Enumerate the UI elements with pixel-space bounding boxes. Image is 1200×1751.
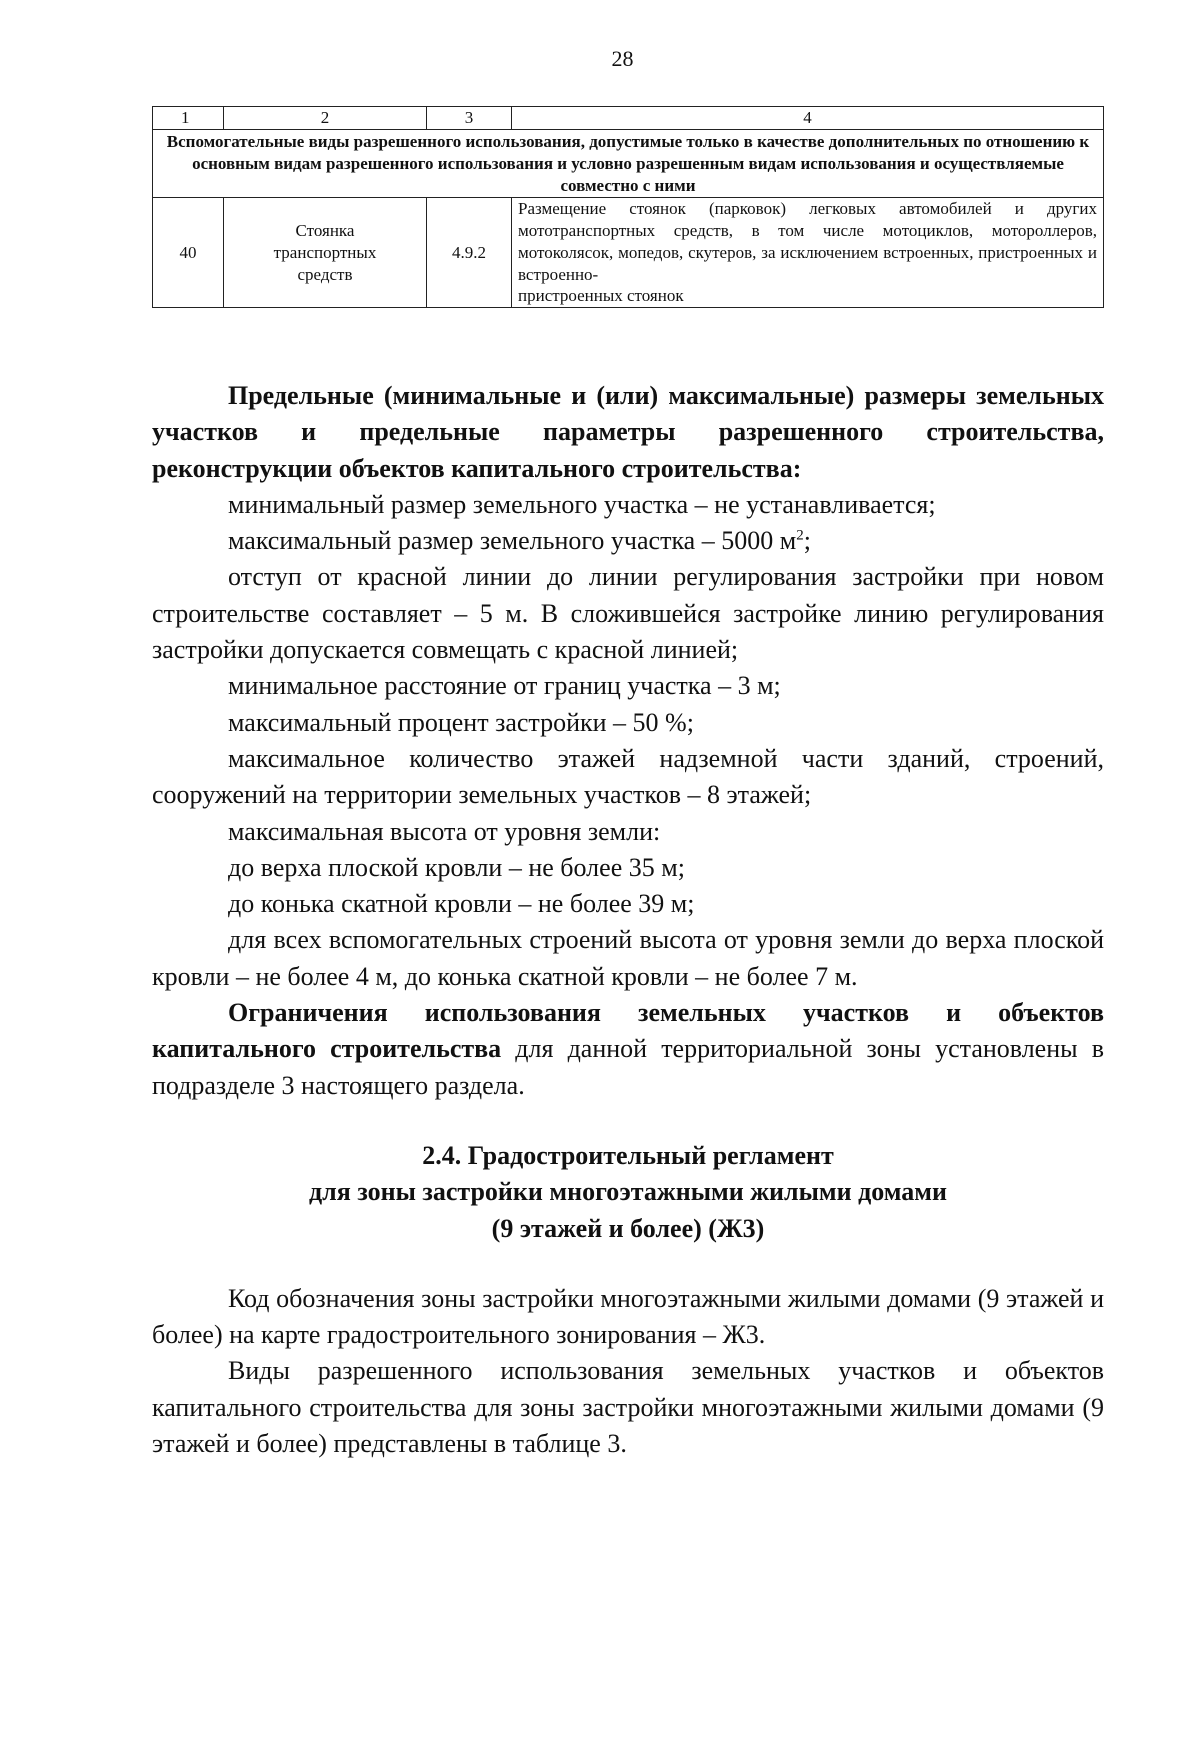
section-title <box>152 1138 1104 1247</box>
page-number: 28 <box>611 46 634 71</box>
row-number: 40 <box>153 198 224 308</box>
setback-text: отступ от красной линии до линии регулирования застройки при новом строительстве составляет – 5 м. В сложившейся застройке линию регулирования застройки допускается совмещать с красной линией; <box>152 562 1104 665</box>
column-number: 3 <box>427 107 512 130</box>
max-percent-text: максимальный процент застройки – 50 %; <box>228 707 694 737</box>
section-title-line: 2.4. Градостроительный регламент <box>422 1140 834 1170</box>
group-header-row <box>153 130 1104 198</box>
pitched-roof-text: до конька скатной кровли – не более 39 м; <box>228 889 695 919</box>
max-area-end: ; <box>803 526 811 556</box>
max-height-text: максимальная высота от уровня земли: <box>228 816 661 846</box>
zone-code-text: Код обозначения зоны застройки многоэтажными жилыми домами (9 этажей и более) на карте градостроительного зонирования – Ж3. <box>152 1283 1104 1350</box>
max-area-text <box>152 523 1104 559</box>
min-distance-text: минимальное расстояние от границ участка – 3 м; <box>228 671 781 701</box>
usage-description <box>512 198 1104 308</box>
column-number-row <box>153 107 1104 130</box>
usage-table <box>152 106 1104 308</box>
max-area-value: максимальный размер земельного участка – 5000 м <box>228 526 797 556</box>
usage-code: 4.9.2 <box>427 198 512 308</box>
restrictions-bold: Ограничения использования земельных участков и объектов капитального строительства <box>152 998 1104 1064</box>
column-number: 1 <box>153 107 224 130</box>
min-area-text: минимальный размер земельного участка – не устанавливается; <box>228 489 936 519</box>
usage-name <box>224 198 427 308</box>
max-floors-text: максимальное количество этажей надземной части зданий, строений, сооружений на территории земельных участков – 8 этажей; <box>152 743 1104 810</box>
usage-types-text: Виды разрешенного использования земельных участков и объектов капитального строительства для зоны застройки многоэтажными жилыми домами (9 этажей и более) представлены в таблице 3. <box>152 1356 1104 1459</box>
usage-name-text: Стоянка транспортных средств <box>273 221 377 284</box>
auxiliary-text: для всех вспомогательных строений высота от уровня земли до верха плоской кровли – не более 4 м, до конька скатной кровли – не более 7 м. <box>152 925 1104 991</box>
restrictions-paragraph <box>152 995 1104 1104</box>
section-title-line: (9 этажей и более) (Ж3) <box>491 1213 765 1243</box>
superscript: 2 <box>796 527 804 544</box>
usage-description-last: пристроенных стоянок <box>518 286 684 306</box>
column-number: 4 <box>512 107 1104 130</box>
flat-roof-text: до верха плоской кровли – не более 35 м; <box>228 852 685 882</box>
usage-description-main: Размещение стоянок (парковок) легковых автомобилей и других мототранспортных средств, в том числе мотоциклов, мотороллеров, мотоколясок, мопедов, скутеров, за исключением встроенных, пристроенных и встроенно- <box>518 199 1097 284</box>
table-row <box>153 198 1104 308</box>
restrictions-rest: для данной территориальной зоны установлены в подразделе 3 настоящего раздела. <box>152 1034 1104 1100</box>
group-header: Вспомогательные виды разрешенного использования, допустимые только в качестве дополнительных по отношению к основным видам разрешенного использования и условно разрешенным видам использования и осуществляемые совместно с ними <box>153 130 1104 198</box>
section-title-line: для зоны застройки многоэтажными жилыми домами <box>309 1177 947 1207</box>
limits-heading: Предельные (минимальные и (или) максимальные) размеры земельных участков и предельные параметры разрешенного строительства, реконструкции объектов капитального строительства: <box>152 381 1104 483</box>
body-text <box>152 378 1104 1462</box>
column-number: 2 <box>224 107 427 130</box>
